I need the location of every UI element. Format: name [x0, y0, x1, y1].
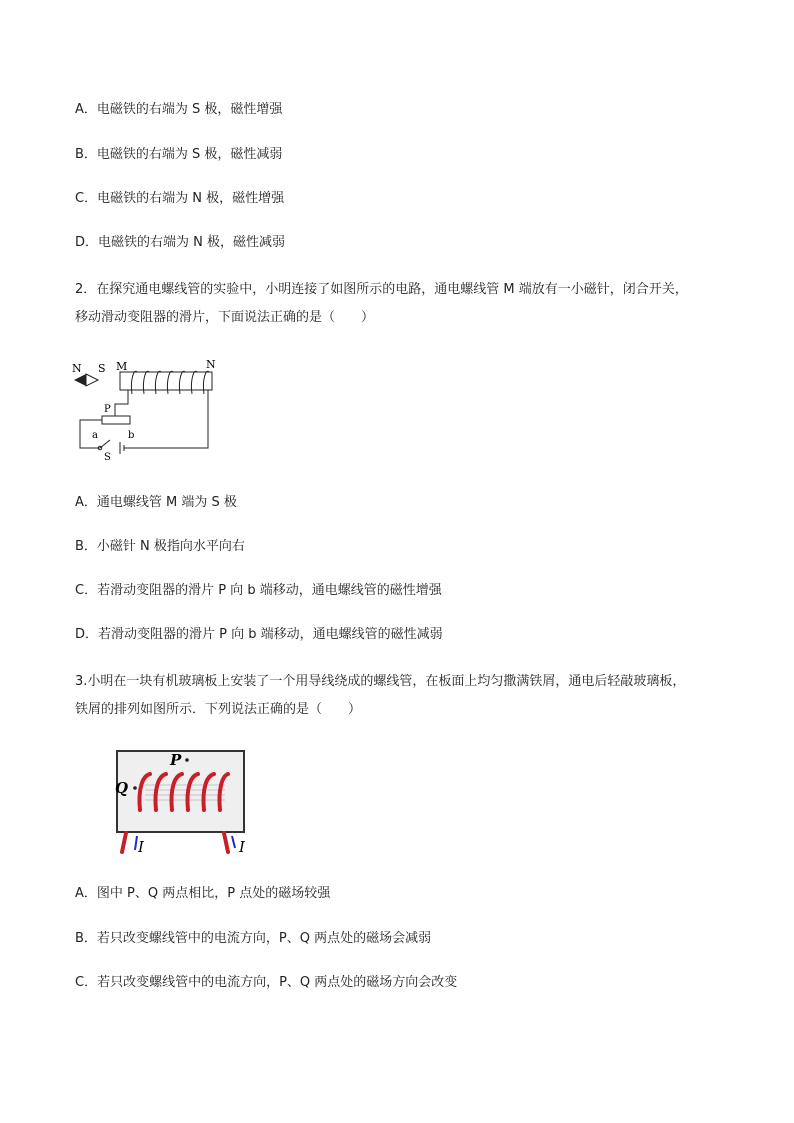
q3-stem-line1: 3.小明在一块有机玻璃板上安装了一个用导线绕成的螺线管，在板面上均匀撒满铁屑，通电后轻敲玻璃板， [75, 674, 686, 689]
end-a-label: a [92, 430, 98, 441]
q1-option-a: A．电磁铁的右端为 S 极，磁性增强 [75, 102, 283, 117]
current-left-label: I [138, 838, 144, 856]
q2-option-b: B．小磁针 N 极指向水平向右 [75, 539, 245, 554]
q3-stem-line2: 铁屑的排列如图所示．下列说法正确的是（ ） [75, 702, 362, 717]
q1-option-b: B．电磁铁的右端为 S 极，磁性减弱 [75, 147, 283, 162]
q2-option-d: D．若滑动变阻器的滑片 P 向 b 端移动，通电螺线管的磁性减弱 [75, 627, 443, 642]
needle-s-label: S [98, 362, 106, 375]
circuit-diagram [60, 350, 230, 460]
switch-label: S [104, 452, 111, 460]
q1-option-c: C．电磁铁的右端为 N 极，磁性增强 [75, 191, 285, 206]
q2-option-c: C．若滑动变阻器的滑片 P 向 b 端移动，通电螺线管的磁性增强 [75, 583, 442, 598]
q3-option-a: A．图中 P、Q 两点相比，P 点处的磁场较强 [75, 886, 331, 901]
solenoid-photo [100, 740, 260, 860]
m-end-label: M [116, 360, 128, 373]
n-end-label: N [206, 358, 216, 371]
q3-option-b: B．若只改变螺线管中的电流方向，P、Q 两点处的磁场会减弱 [75, 931, 432, 946]
q2-option-a: A．通电螺线管 M 端为 S 极 [75, 495, 237, 510]
needle-n-label: N [72, 362, 82, 375]
current-right-label: I [239, 838, 245, 856]
point-p-label: P [170, 751, 182, 769]
q3-option-c: C．若只改变螺线管中的电流方向，P、Q 两点处的磁场方向会改变 [75, 975, 458, 990]
q1-option-d: D．电磁铁的右端为 N 极，磁性减弱 [75, 235, 285, 250]
point-q-label: Q [115, 779, 129, 797]
q2-stem-line2: 移动滑动变阻器的滑片，下面说法正确的是（ ） [75, 310, 375, 325]
end-b-label: b [128, 430, 135, 441]
slider-p-label: P [104, 404, 111, 415]
q2-stem-line1: 2．在探究通电螺线管的实验中，小明连接了如图所示的电路，通电螺线管 M 端放有一小磁针，闭合开关， [75, 282, 688, 297]
